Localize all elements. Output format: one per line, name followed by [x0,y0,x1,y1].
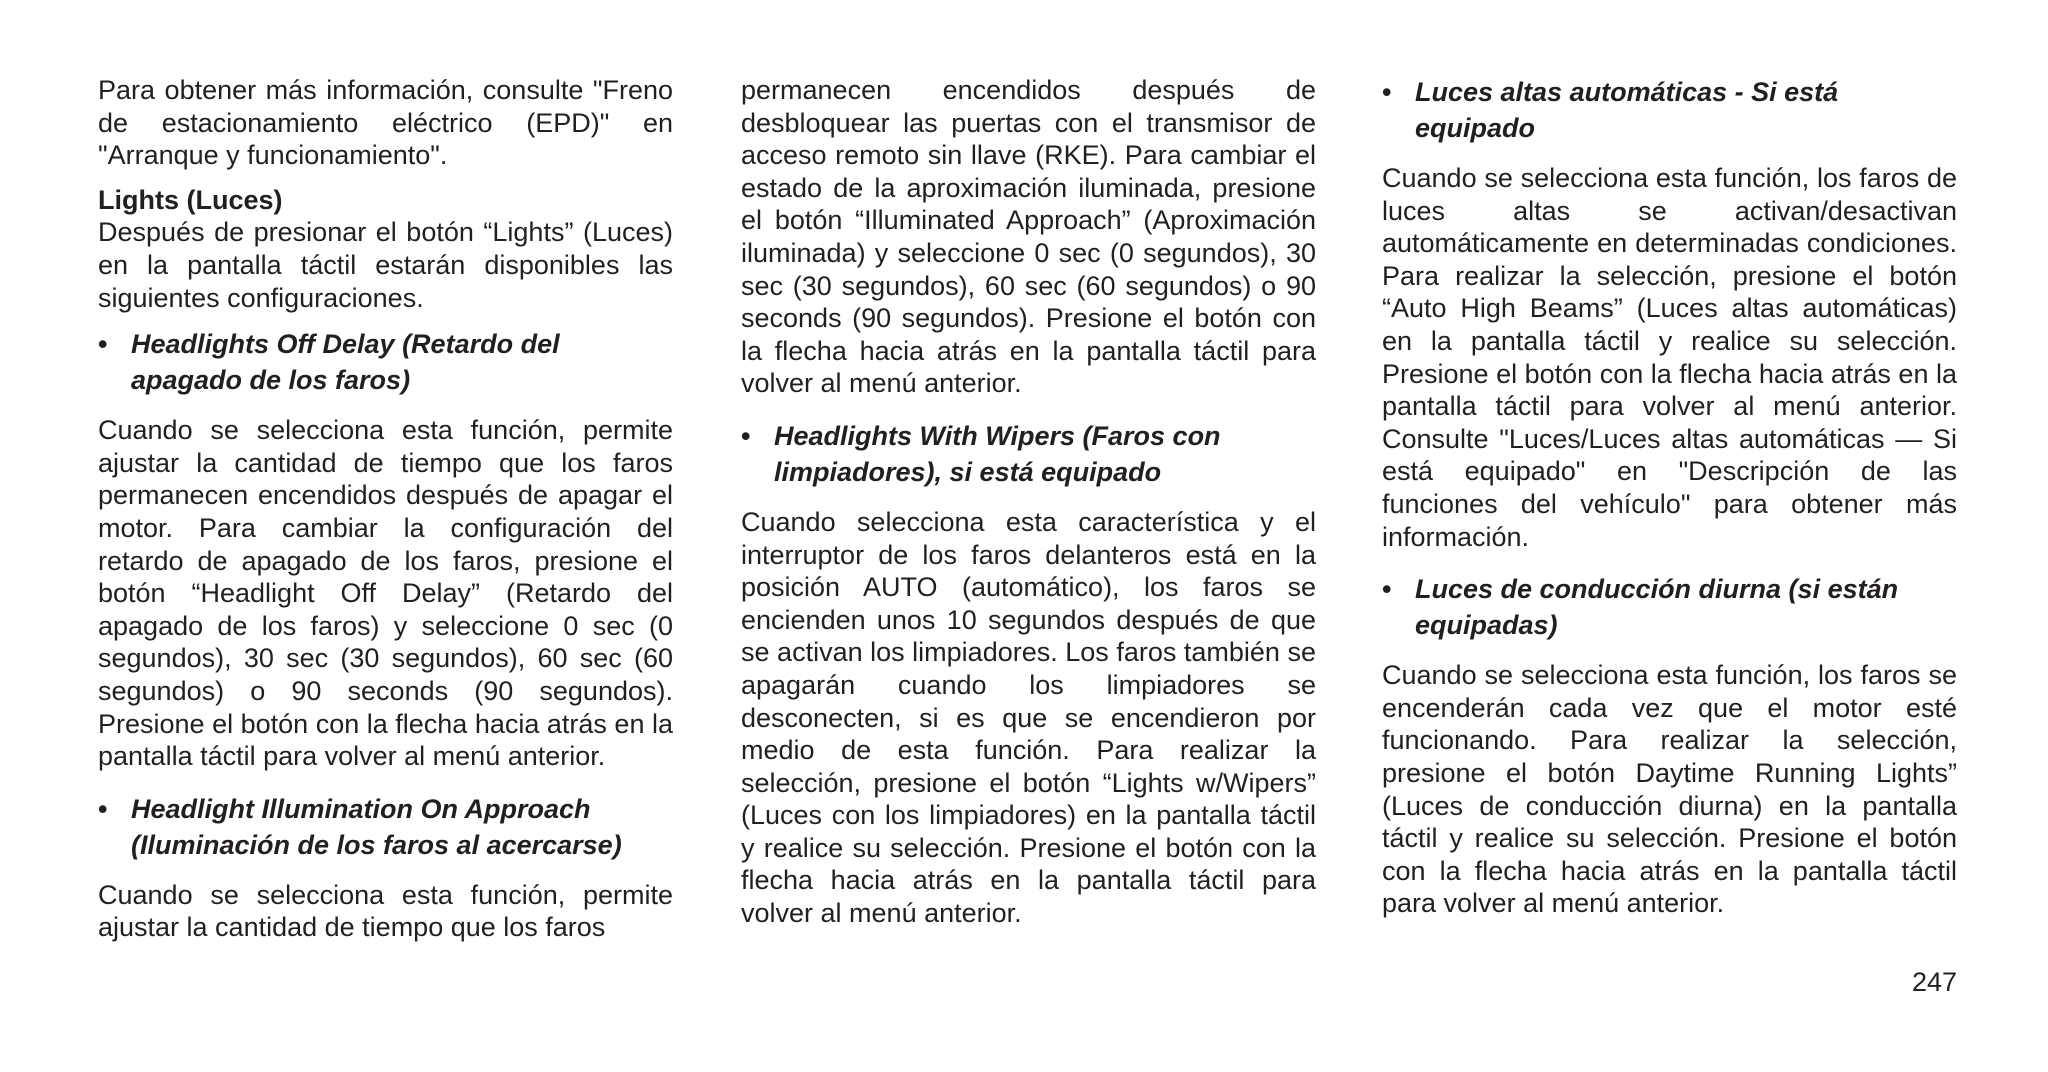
column-middle [741,74,1316,930]
bullet-auto-high-beams [1382,74,1957,146]
lights-heading: Lights (Luces) [98,184,283,215]
column-left [98,74,673,944]
continued-paragraph: permanecen encendidos después de desbloquear las puertas con el transmisor de acceso remoto sin llave (RKE). Para cambiar el estado de la aproximación iluminada, presione el botón “Illuminated Approach” (Aproximación iluminada) y seleccione 0 sec (0 segundos), 30 sec (30 segundos), 60 sec (60 segundos) o 90 seconds (90 segundos). Presione el botón con la flecha hacia atrás en la pantalla táctil para volver al menú anterior. [741,75,1316,399]
headlights-off-delay-paragraph: Cuando se selecciona esta función, permite ajustar la cantidad de tiempo que los faros permanecen encendidos después de apagar el motor. Para cambiar la configuración del retardo de apagado de los faros, presione el botón “Headlight Off Delay” (Retardo del apagado de los faros) y seleccione 0 sec (0 segundos), 30 sec (30 segundos), 60 sec (60 segundos) o 90 seconds (90 segundos). Presione el botón con la flecha hacia atrás en la pantalla táctil para volver al menú anterior. [98,415,673,772]
bullet-icon: • [98,329,108,360]
auto-high-beams-paragraph: Cuando se selecciona esta función, los faros de luces altas se activan/desactivan automáticamente en determinadas condiciones. Para realizar la selección, presione el botón “Auto High Beams” (Luces altas automáticas) en la pantalla táctil y realice su selección. Presione el botón con la flecha hacia atrás en la pantalla táctil para volver al menú anterior. Consulte "Luces/Luces altas automáticas — Si está equipado" en "Descripción de las funciones del vehículo" para obtener más información. [1382,163,1957,552]
bullet-icon: • [741,420,751,451]
intro-paragraph: Para obtener más información, consulte "Freno de estacionamiento eléctrico (EPD)" en "Arranque y funcionamiento". [98,75,673,171]
bullet-icon: • [1382,77,1392,107]
bullet-title: Luces altas automáticas - Si está equipado [1415,77,1839,143]
bullet-headlights-off-delay [98,326,673,398]
bullet-title: Headlights With Wipers (Faros con limpiadores), si está equipado [774,420,1221,487]
bullet-icon: • [98,793,108,824]
bullet-daytime-running-lights [1382,571,1957,643]
bullet-title: Headlight Illumination On Approach (Iluminación de los faros al acercarse) [131,793,622,860]
bullet-title: Luces de conducción diurna (si están equipadas) [1415,574,1899,641]
daytime-running-lights-paragraph: Cuando se selecciona esta función, los faros se encenderán cada vez que el motor esté funcionando. Para realizar la selección, presione el botón Daytime Running Lights” (Luces de conducción diurna) en la pantalla táctil y realice su selección. Presione el botón con la flecha hacia atrás en la pantalla táctil para volver al menú anterior. [1382,660,1957,919]
column-right [1382,74,1957,920]
page-number: 247 [1912,967,1958,997]
headlights-with-wipers-paragraph: Cuando selecciona esta característica y el interruptor de los faros delanteros está en la posición AUTO (automático), los faros se encienden unos 10 segundos después de que se activan los limpiadores. Los faros también se apagarán cuando los limpiadores se desconecten, si es que se encendieron por medio de esta función. Para realizar la selección, presione el botón “Lights w/Wipers” (Luces con los limpiadores) en la pantalla táctil y realice su selección. Presione el botón con la flecha hacia atrás en la pantalla táctil para volver al menú anterior. [741,506,1316,929]
bullet-icon: • [1382,574,1392,605]
bullet-headlights-with-wipers [741,418,1316,490]
lights-paragraph: Después de presionar el botón “Lights” (Luces) en la pantalla táctil estarán disponibles las siguientes configuraciones. [98,217,673,313]
headlight-illumination-paragraph: Cuando se selecciona esta función, permite ajustar la cantidad de tiempo que los faros [98,879,673,943]
bullet-headlight-illumination [98,791,673,863]
bullet-title: Headlights Off Delay (Retardo del apagado de los faros) [131,329,560,396]
